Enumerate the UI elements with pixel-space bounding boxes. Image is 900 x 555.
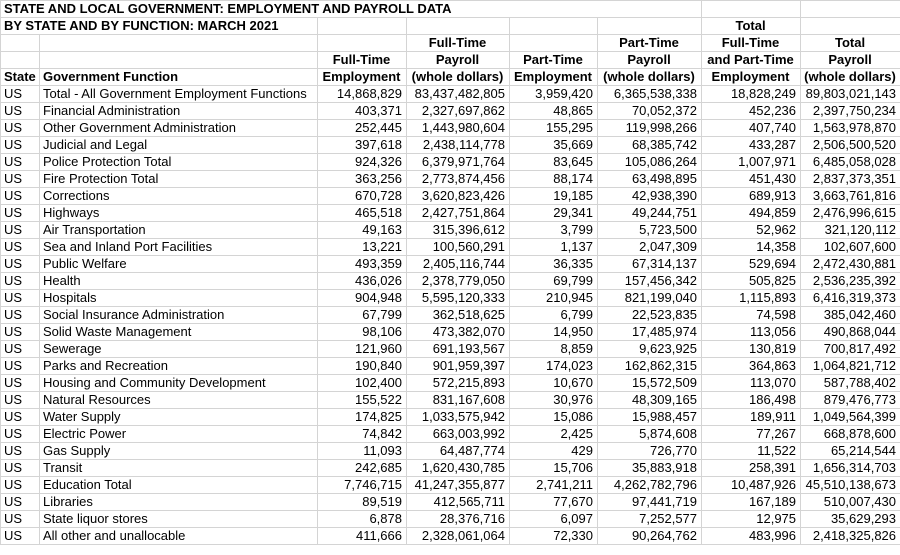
- table-row: [1, 171, 900, 188]
- state-cell[interactable]: US: [1, 375, 40, 392]
- value-cell[interactable]: 429: [510, 443, 598, 460]
- function-cell[interactable]: Health: [40, 273, 318, 290]
- value-cell[interactable]: 30,976: [510, 392, 598, 409]
- state-cell[interactable]: US: [1, 86, 40, 103]
- value-cell[interactable]: 4,262,782,796: [598, 477, 702, 494]
- value-cell[interactable]: 100,560,291: [407, 239, 510, 256]
- value-cell[interactable]: 63,498,895: [598, 171, 702, 188]
- value-cell[interactable]: 11,522: [702, 443, 801, 460]
- value-cell[interactable]: 130,819: [702, 341, 801, 358]
- value-cell[interactable]: 494,859: [702, 205, 801, 222]
- value-cell[interactable]: 14,358: [702, 239, 801, 256]
- value-cell[interactable]: 2,328,061,064: [407, 528, 510, 545]
- table-row: [1, 103, 900, 120]
- header-row: [1, 69, 900, 86]
- value-cell[interactable]: 397,618: [318, 137, 407, 154]
- table-row: [1, 477, 900, 494]
- value-cell[interactable]: 68,385,742: [598, 137, 702, 154]
- value-cell[interactable]: 2,476,996,615: [801, 205, 900, 222]
- value-cell[interactable]: 7,252,577: [598, 511, 702, 528]
- function-cell[interactable]: All other and unallocable: [40, 528, 318, 545]
- header-row: [1, 52, 900, 69]
- function-cell[interactable]: Education Total: [40, 477, 318, 494]
- state-cell[interactable]: US: [1, 171, 40, 188]
- value-cell[interactable]: 98,106: [318, 324, 407, 341]
- value-cell[interactable]: 403,371: [318, 103, 407, 120]
- value-cell[interactable]: 258,391: [702, 460, 801, 477]
- value-cell[interactable]: 45,510,138,673: [801, 477, 900, 494]
- function-cell[interactable]: Hospitals: [40, 290, 318, 307]
- value-cell[interactable]: 3,663,761,816: [801, 188, 900, 205]
- value-cell[interactable]: 65,214,544: [801, 443, 900, 460]
- state-cell[interactable]: US: [1, 341, 40, 358]
- state-cell[interactable]: US: [1, 256, 40, 273]
- header-cell[interactable]: [40, 52, 318, 69]
- value-cell[interactable]: 74,842: [318, 426, 407, 443]
- title-row-1: [1, 1, 900, 18]
- table-row: [1, 494, 900, 511]
- table-row: [1, 341, 900, 358]
- value-cell[interactable]: 89,803,021,143: [801, 86, 900, 103]
- header-cell[interactable]: [1, 52, 40, 69]
- value-cell[interactable]: 113,056: [702, 324, 801, 341]
- value-cell[interactable]: 6,365,538,338: [598, 86, 702, 103]
- value-cell[interactable]: 2,536,235,392: [801, 273, 900, 290]
- state-cell[interactable]: US: [1, 324, 40, 341]
- value-cell[interactable]: 1,656,314,703: [801, 460, 900, 477]
- value-cell[interactable]: 1,137: [510, 239, 598, 256]
- value-cell[interactable]: 5,595,120,333: [407, 290, 510, 307]
- value-cell[interactable]: 189,911: [702, 409, 801, 426]
- value-cell[interactable]: 6,097: [510, 511, 598, 528]
- value-cell[interactable]: 407,740: [702, 120, 801, 137]
- function-cell[interactable]: State liquor stores: [40, 511, 318, 528]
- header-cell[interactable]: Part-Time: [598, 35, 702, 52]
- value-cell[interactable]: 210,945: [510, 290, 598, 307]
- table-row: [1, 375, 900, 392]
- value-cell[interactable]: 48,309,165: [598, 392, 702, 409]
- value-cell[interactable]: 904,948: [318, 290, 407, 307]
- function-cell[interactable]: Housing and Community Development: [40, 375, 318, 392]
- value-cell[interactable]: 572,215,893: [407, 375, 510, 392]
- value-cell[interactable]: 35,629,293: [801, 511, 900, 528]
- value-cell[interactable]: 2,397,750,234: [801, 103, 900, 120]
- value-cell[interactable]: 5,874,608: [598, 426, 702, 443]
- table-row: [1, 528, 900, 545]
- header-cell[interactable]: and Part-Time: [702, 52, 801, 69]
- value-cell[interactable]: 483,996: [702, 528, 801, 545]
- value-cell[interactable]: 74,598: [702, 307, 801, 324]
- state-cell[interactable]: US: [1, 528, 40, 545]
- table-row: [1, 392, 900, 409]
- value-cell[interactable]: 505,825: [702, 273, 801, 290]
- state-cell[interactable]: US: [1, 222, 40, 239]
- header-cell[interactable]: Full-Time: [318, 52, 407, 69]
- value-cell[interactable]: 90,264,762: [598, 528, 702, 545]
- table-row: [1, 239, 900, 256]
- value-cell[interactable]: 42,938,390: [598, 188, 702, 205]
- value-cell[interactable]: 2,047,309: [598, 239, 702, 256]
- value-cell[interactable]: 49,244,751: [598, 205, 702, 222]
- value-cell[interactable]: 67,314,137: [598, 256, 702, 273]
- value-cell[interactable]: 28,376,716: [407, 511, 510, 528]
- value-cell[interactable]: 49,163: [318, 222, 407, 239]
- value-cell[interactable]: 670,728: [318, 188, 407, 205]
- table-row: [1, 120, 900, 137]
- header-cell[interactable]: (whole dollars): [407, 69, 510, 86]
- state-cell[interactable]: US: [1, 137, 40, 154]
- value-cell[interactable]: 1,064,821,712: [801, 358, 900, 375]
- value-cell[interactable]: 362,518,625: [407, 307, 510, 324]
- value-cell[interactable]: 315,396,612: [407, 222, 510, 239]
- value-cell[interactable]: 10,487,926: [702, 477, 801, 494]
- function-cell[interactable]: Social Insurance Administration: [40, 307, 318, 324]
- value-cell[interactable]: 587,788,402: [801, 375, 900, 392]
- state-cell[interactable]: US: [1, 511, 40, 528]
- state-cell[interactable]: US: [1, 494, 40, 511]
- value-cell[interactable]: 1,033,575,942: [407, 409, 510, 426]
- header-cell[interactable]: Full-Time: [407, 35, 510, 52]
- function-cell[interactable]: Financial Administration: [40, 103, 318, 120]
- table-row: [1, 307, 900, 324]
- value-cell[interactable]: 22,523,835: [598, 307, 702, 324]
- function-cell[interactable]: Parks and Recreation: [40, 358, 318, 375]
- value-cell[interactable]: 102,607,600: [801, 239, 900, 256]
- value-cell[interactable]: 41,247,355,877: [407, 477, 510, 494]
- table-row: [1, 86, 900, 103]
- state-cell[interactable]: US: [1, 239, 40, 256]
- empty-cell[interactable]: [801, 1, 900, 18]
- value-cell[interactable]: 2,506,500,520: [801, 137, 900, 154]
- header-row: [1, 35, 900, 52]
- header-cell[interactable]: Part-Time: [510, 52, 598, 69]
- table-row: [1, 256, 900, 273]
- value-cell[interactable]: 242,685: [318, 460, 407, 477]
- value-cell[interactable]: 2,418,325,826: [801, 528, 900, 545]
- value-cell[interactable]: 691,193,567: [407, 341, 510, 358]
- value-cell[interactable]: 924,326: [318, 154, 407, 171]
- value-cell[interactable]: 8,859: [510, 341, 598, 358]
- value-cell[interactable]: 2,425: [510, 426, 598, 443]
- value-cell[interactable]: 831,167,608: [407, 392, 510, 409]
- value-cell[interactable]: 19,185: [510, 188, 598, 205]
- value-cell[interactable]: 52,962: [702, 222, 801, 239]
- header-cell[interactable]: Government Function: [40, 69, 318, 86]
- value-cell[interactable]: 363,256: [318, 171, 407, 188]
- value-cell[interactable]: 15,572,509: [598, 375, 702, 392]
- function-cell[interactable]: Public Welfare: [40, 256, 318, 273]
- value-cell[interactable]: 1,620,430,785: [407, 460, 510, 477]
- value-cell[interactable]: 48,865: [510, 103, 598, 120]
- value-cell[interactable]: 901,959,397: [407, 358, 510, 375]
- value-cell[interactable]: 13,221: [318, 239, 407, 256]
- empty-cell[interactable]: [801, 18, 900, 35]
- empty-cell[interactable]: [407, 18, 510, 35]
- value-cell[interactable]: 35,883,918: [598, 460, 702, 477]
- table-row: [1, 205, 900, 222]
- value-cell[interactable]: 35,669: [510, 137, 598, 154]
- header-cell[interactable]: [318, 35, 407, 52]
- function-cell[interactable]: Electric Power: [40, 426, 318, 443]
- value-cell[interactable]: 64,487,774: [407, 443, 510, 460]
- table-row: [1, 290, 900, 307]
- value-cell[interactable]: 465,518: [318, 205, 407, 222]
- function-cell[interactable]: Fire Protection Total: [40, 171, 318, 188]
- value-cell[interactable]: 186,498: [702, 392, 801, 409]
- value-cell[interactable]: 29,341: [510, 205, 598, 222]
- header-cell[interactable]: Employment: [702, 69, 801, 86]
- value-cell[interactable]: 10,670: [510, 375, 598, 392]
- empty-cell[interactable]: [318, 18, 407, 35]
- value-cell[interactable]: 2,405,116,744: [407, 256, 510, 273]
- value-cell[interactable]: 493,359: [318, 256, 407, 273]
- header-cell[interactable]: [510, 35, 598, 52]
- value-cell[interactable]: 2,472,430,881: [801, 256, 900, 273]
- value-cell[interactable]: 155,295: [510, 120, 598, 137]
- title-line-1[interactable]: STATE AND LOCAL GOVERNMENT: EMPLOYMENT AND PAYROLL DATA: [1, 1, 702, 18]
- header-cell[interactable]: State: [1, 69, 40, 86]
- value-cell[interactable]: 6,878: [318, 511, 407, 528]
- value-cell[interactable]: 67,799: [318, 307, 407, 324]
- value-cell[interactable]: 102,400: [318, 375, 407, 392]
- value-cell[interactable]: 18,828,249: [702, 86, 801, 103]
- header-cell[interactable]: Full-Time: [702, 35, 801, 52]
- function-cell[interactable]: Sea and Inland Port Facilities: [40, 239, 318, 256]
- value-cell[interactable]: 411,666: [318, 528, 407, 545]
- value-cell[interactable]: 83,437,482,805: [407, 86, 510, 103]
- value-cell[interactable]: 12,975: [702, 511, 801, 528]
- state-cell[interactable]: US: [1, 290, 40, 307]
- value-cell[interactable]: 821,199,040: [598, 290, 702, 307]
- function-cell[interactable]: Total - All Government Employment Functions: [40, 86, 318, 103]
- state-cell[interactable]: US: [1, 120, 40, 137]
- state-cell[interactable]: US: [1, 392, 40, 409]
- value-cell[interactable]: 162,862,315: [598, 358, 702, 375]
- value-cell[interactable]: 2,741,211: [510, 477, 598, 494]
- value-cell[interactable]: 6,799: [510, 307, 598, 324]
- value-cell[interactable]: 15,706: [510, 460, 598, 477]
- table-row: [1, 358, 900, 375]
- header-cell[interactable]: Total: [801, 35, 900, 52]
- value-cell[interactable]: 9,623,925: [598, 341, 702, 358]
- state-cell[interactable]: US: [1, 477, 40, 494]
- value-cell[interactable]: 879,476,773: [801, 392, 900, 409]
- value-cell[interactable]: 510,007,430: [801, 494, 900, 511]
- header-cell[interactable]: Payroll: [598, 52, 702, 69]
- value-cell[interactable]: 121,960: [318, 341, 407, 358]
- value-cell[interactable]: 190,840: [318, 358, 407, 375]
- value-cell[interactable]: 2,327,697,862: [407, 103, 510, 120]
- value-cell[interactable]: 412,565,711: [407, 494, 510, 511]
- state-cell[interactable]: US: [1, 409, 40, 426]
- state-cell[interactable]: US: [1, 426, 40, 443]
- value-cell[interactable]: 3,620,823,426: [407, 188, 510, 205]
- value-cell[interactable]: 77,670: [510, 494, 598, 511]
- value-cell[interactable]: 5,723,500: [598, 222, 702, 239]
- value-cell[interactable]: 70,052,372: [598, 103, 702, 120]
- value-cell[interactable]: 700,817,492: [801, 341, 900, 358]
- function-cell[interactable]: Corrections: [40, 188, 318, 205]
- state-cell[interactable]: US: [1, 188, 40, 205]
- state-cell[interactable]: US: [1, 307, 40, 324]
- value-cell[interactable]: 7,746,715: [318, 477, 407, 494]
- value-cell[interactable]: 452,236: [702, 103, 801, 120]
- value-cell[interactable]: 321,120,112: [801, 222, 900, 239]
- value-cell[interactable]: 6,485,058,028: [801, 154, 900, 171]
- value-cell[interactable]: 451,430: [702, 171, 801, 188]
- function-cell[interactable]: Police Protection Total: [40, 154, 318, 171]
- value-cell[interactable]: 2,438,114,778: [407, 137, 510, 154]
- value-cell[interactable]: 1,115,893: [702, 290, 801, 307]
- value-cell[interactable]: 2,427,751,864: [407, 205, 510, 222]
- value-cell[interactable]: 6,416,319,373: [801, 290, 900, 307]
- header-cell[interactable]: Payroll: [407, 52, 510, 69]
- function-cell[interactable]: Other Government Administration: [40, 120, 318, 137]
- value-cell[interactable]: 490,868,044: [801, 324, 900, 341]
- value-cell[interactable]: 1,563,978,870: [801, 120, 900, 137]
- value-cell[interactable]: 385,042,460: [801, 307, 900, 324]
- state-cell[interactable]: US: [1, 154, 40, 171]
- table-row: [1, 137, 900, 154]
- function-cell[interactable]: Water Supply: [40, 409, 318, 426]
- value-cell[interactable]: 174,023: [510, 358, 598, 375]
- state-cell[interactable]: US: [1, 460, 40, 477]
- function-cell[interactable]: Solid Waste Management: [40, 324, 318, 341]
- value-cell[interactable]: 89,519: [318, 494, 407, 511]
- value-cell[interactable]: 529,694: [702, 256, 801, 273]
- header-cell[interactable]: (whole dollars): [598, 69, 702, 86]
- table-row: [1, 460, 900, 477]
- function-cell[interactable]: Natural Resources: [40, 392, 318, 409]
- value-cell[interactable]: 119,998,266: [598, 120, 702, 137]
- value-cell[interactable]: 69,799: [510, 273, 598, 290]
- table-row: [1, 511, 900, 528]
- value-cell[interactable]: 17,485,974: [598, 324, 702, 341]
- value-cell[interactable]: 97,441,719: [598, 494, 702, 511]
- function-cell[interactable]: Judicial and Legal: [40, 137, 318, 154]
- header-cell[interactable]: [40, 35, 318, 52]
- function-cell[interactable]: Sewerage: [40, 341, 318, 358]
- value-cell[interactable]: 88,174: [510, 171, 598, 188]
- title-line-2[interactable]: BY STATE AND BY FUNCTION: MARCH 2021: [1, 18, 318, 35]
- value-cell[interactable]: 167,189: [702, 494, 801, 511]
- value-cell[interactable]: 2,378,779,050: [407, 273, 510, 290]
- table-row: [1, 154, 900, 171]
- empty-cell[interactable]: [598, 18, 702, 35]
- table-row: [1, 409, 900, 426]
- value-cell[interactable]: 1,007,971: [702, 154, 801, 171]
- state-cell[interactable]: US: [1, 103, 40, 120]
- value-cell[interactable]: 15,988,457: [598, 409, 702, 426]
- function-cell[interactable]: Highways: [40, 205, 318, 222]
- value-cell[interactable]: 1,443,980,604: [407, 120, 510, 137]
- value-cell[interactable]: 15,086: [510, 409, 598, 426]
- value-cell[interactable]: 36,335: [510, 256, 598, 273]
- header-cell[interactable]: Employment: [318, 69, 407, 86]
- header-cell[interactable]: [1, 35, 40, 52]
- value-cell[interactable]: 473,382,070: [407, 324, 510, 341]
- function-cell[interactable]: Air Transportation: [40, 222, 318, 239]
- header-cell[interactable]: Payroll: [801, 52, 900, 69]
- value-cell[interactable]: 157,456,342: [598, 273, 702, 290]
- value-cell[interactable]: 14,868,829: [318, 86, 407, 103]
- state-cell[interactable]: US: [1, 358, 40, 375]
- value-cell[interactable]: 174,825: [318, 409, 407, 426]
- value-cell[interactable]: 14,950: [510, 324, 598, 341]
- value-cell[interactable]: 2,773,874,456: [407, 171, 510, 188]
- value-cell[interactable]: 2,837,373,351: [801, 171, 900, 188]
- table-row: [1, 273, 900, 290]
- value-cell[interactable]: 77,267: [702, 426, 801, 443]
- value-cell[interactable]: 113,070: [702, 375, 801, 392]
- value-cell[interactable]: 726,770: [598, 443, 702, 460]
- header-total-label[interactable]: Total: [702, 18, 801, 35]
- value-cell[interactable]: 155,522: [318, 392, 407, 409]
- value-cell[interactable]: 663,003,992: [407, 426, 510, 443]
- table-row: [1, 443, 900, 460]
- function-cell[interactable]: Gas Supply: [40, 443, 318, 460]
- function-cell[interactable]: Libraries: [40, 494, 318, 511]
- table-row: [1, 426, 900, 443]
- empty-cell[interactable]: [702, 1, 801, 18]
- table-body: [1, 1, 900, 545]
- value-cell[interactable]: 1,049,564,399: [801, 409, 900, 426]
- value-cell[interactable]: 433,287: [702, 137, 801, 154]
- value-cell[interactable]: 689,913: [702, 188, 801, 205]
- value-cell[interactable]: 252,445: [318, 120, 407, 137]
- value-cell[interactable]: 105,086,264: [598, 154, 702, 171]
- function-cell[interactable]: Transit: [40, 460, 318, 477]
- value-cell[interactable]: 72,330: [510, 528, 598, 545]
- state-cell[interactable]: US: [1, 205, 40, 222]
- header-cell[interactable]: (whole dollars): [801, 69, 900, 86]
- state-cell[interactable]: US: [1, 273, 40, 290]
- empty-cell[interactable]: [510, 18, 598, 35]
- table-row: [1, 188, 900, 205]
- value-cell[interactable]: 364,863: [702, 358, 801, 375]
- header-cell[interactable]: Employment: [510, 69, 598, 86]
- value-cell[interactable]: 83,645: [510, 154, 598, 171]
- value-cell[interactable]: 668,878,600: [801, 426, 900, 443]
- title-row-2: [1, 18, 900, 35]
- state-cell[interactable]: US: [1, 443, 40, 460]
- value-cell[interactable]: 436,026: [318, 273, 407, 290]
- value-cell[interactable]: 6,379,971,764: [407, 154, 510, 171]
- value-cell[interactable]: 11,093: [318, 443, 407, 460]
- value-cell[interactable]: 3,799: [510, 222, 598, 239]
- value-cell[interactable]: 3,959,420: [510, 86, 598, 103]
- table-row: [1, 324, 900, 341]
- table-row: [1, 222, 900, 239]
